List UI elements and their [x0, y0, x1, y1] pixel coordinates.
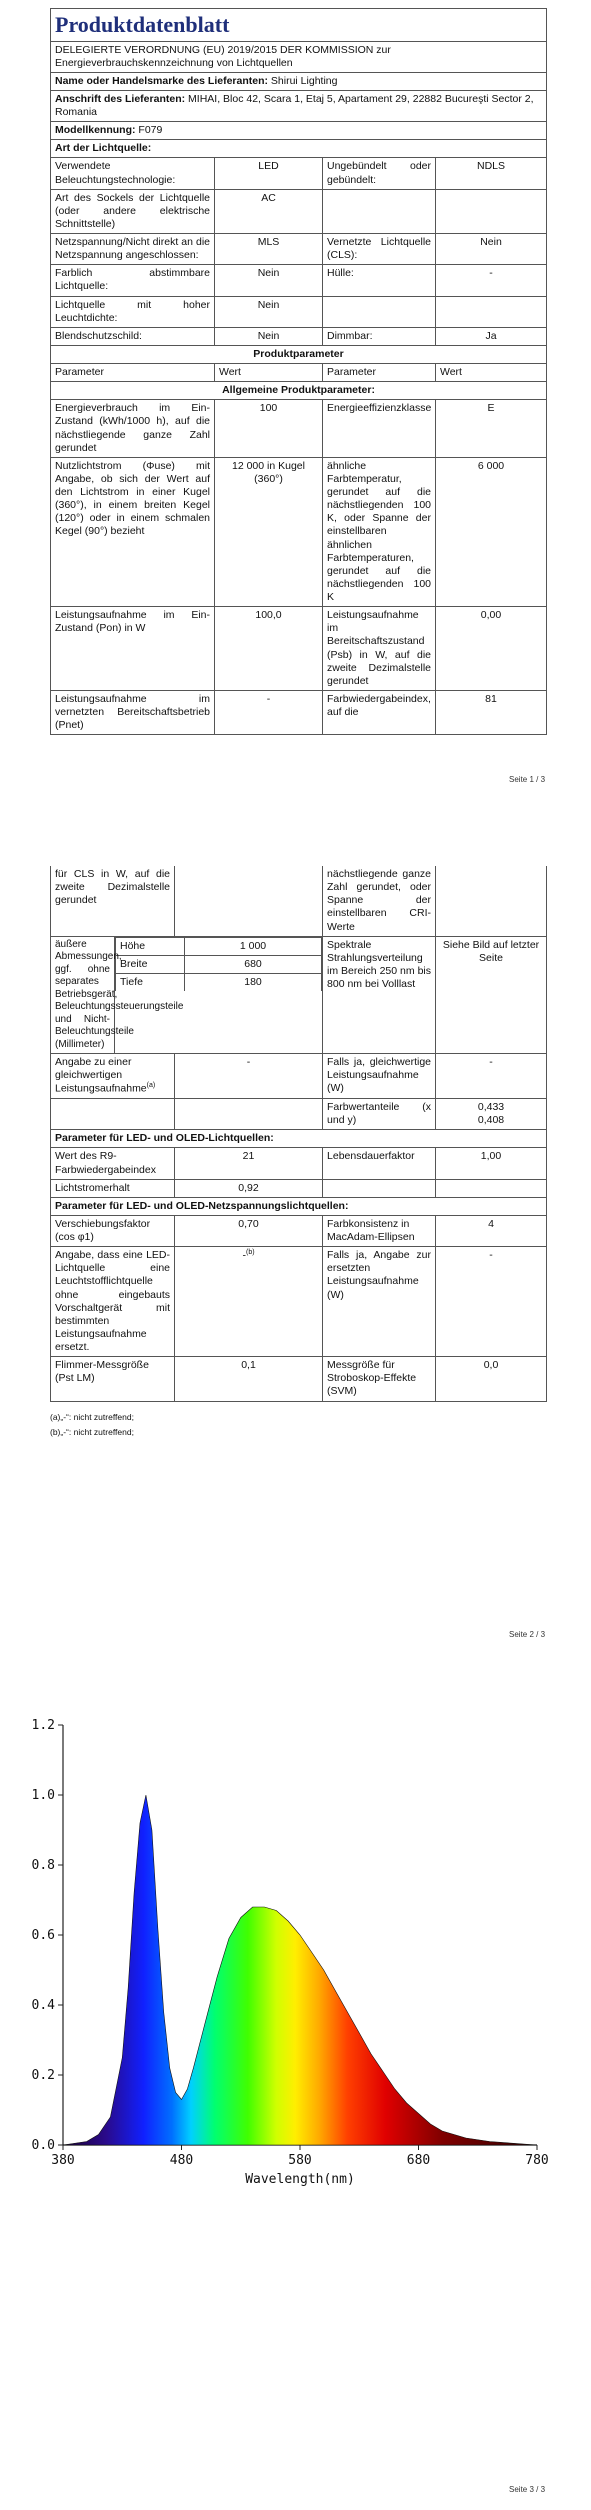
param-value: NDLS: [436, 158, 547, 189]
table-row: [51, 866, 547, 936]
table-row: [51, 327, 547, 345]
param-label: Spektrale Strahlungsverteilung im Bereich 250 nm bis 800 nm bei Volllast: [323, 936, 436, 1054]
dimension-row: [116, 955, 322, 973]
table-row: [51, 607, 547, 691]
chart-area-layer: [63, 1795, 537, 2145]
param-label: [323, 296, 436, 327]
claim-value: -: [242, 1249, 246, 1262]
equiv-label: Angabe zu einer gleichwertigen Leistungsaufnahme: [55, 1056, 147, 1095]
param-value: 4: [436, 1215, 547, 1246]
x-tick-label: 780: [525, 2153, 549, 2168]
page-3: [0, 1690, 591, 2510]
table-row: [51, 296, 547, 327]
param-label: Art des Sockels der Lichtquelle (oder andere elektrische Schnittstelle): [51, 189, 215, 233]
table-row: [51, 1215, 547, 1246]
param-label: Leistungsaufnahme im vernetzten Bereitschaftsbetrieb (Pnet): [51, 690, 215, 734]
param-value: E: [436, 400, 547, 458]
footnote-ref: (b): [245, 1249, 255, 1257]
dimensions-table: [115, 937, 322, 991]
table-row: [51, 1179, 547, 1197]
param-label: Messgröße für Stroboskop-Effekte (SVM): [323, 1357, 436, 1401]
dimension-row: [116, 937, 322, 955]
param-value: Siehe Bild auf letzter Seite: [436, 936, 547, 1054]
param-label: Lichtquelle mit hoher Leuchtdichte:: [51, 296, 215, 327]
footnote-ref: (a): [146, 1082, 156, 1090]
product-params-heading: Produktparameter: [51, 345, 547, 363]
param-label: Netzspannung/Nicht direkt an die Netzspannung angeschlossen:: [51, 234, 215, 265]
param-value: 1,00: [436, 1148, 547, 1179]
param-label: [323, 189, 436, 233]
supplier-name-label: Name oder Handelsmarke des Lieferanten:: [55, 74, 268, 87]
param-label: Blendschutzschild:: [51, 327, 215, 345]
column-header: Wert: [215, 364, 323, 382]
dimension-value: 680: [185, 955, 322, 973]
param-label: Flimmer-Messgröße (Pst LM): [51, 1357, 175, 1401]
datasheet-table-page2: [50, 866, 547, 1402]
param-value: [175, 1099, 323, 1130]
param-value: 0,1: [175, 1357, 323, 1401]
regulation-text: DELEGIERTE VERORDNUNG (EU) 2019/2015 DER KOMMISSION zur Energieverbrauchskennzeichnung von Lichtquellen: [51, 41, 547, 72]
param-value: 0,0: [436, 1357, 547, 1401]
param-label: Farblich abstimmbare Lichtquelle:: [51, 265, 215, 296]
x-tick-label: 580: [288, 2153, 312, 2168]
param-label: Angabe, dass eine LED-Lichtquelle eine Leuchtstofflichtquelle ohne eingebauts Vorschaltgerät mit bestimmten Leistungsaufnahme ersetzt.: [51, 1247, 175, 1357]
param-label: Dimmbar:: [323, 327, 436, 345]
param-value: [436, 1099, 547, 1130]
table-row: [51, 457, 547, 606]
y-tick-label: 0.6: [31, 1928, 55, 1943]
param-value: [436, 189, 547, 233]
table-row: [51, 1247, 547, 1357]
param-value: Nein: [215, 296, 323, 327]
param-value: LED: [215, 158, 323, 189]
param-label: Lebensdauerfaktor: [323, 1148, 436, 1179]
supplier-address: MIHAI, Bloc 42, Scara 1, Etaj 5, Apartament 29, 22882 Bucureşti Sector 2, Romania: [55, 92, 534, 118]
param-label: Verwendete Beleuchtungstechnologie:: [51, 158, 215, 189]
param-value: 21: [175, 1148, 323, 1179]
param-label: ähnliche Farbtemperatur, gerundet auf die nächstliegenden 100 K, oder Spanne der einstellbaren ähnlichen Farbtemperaturen, gerundet auf die nächstliegenden 100 K: [323, 457, 436, 606]
param-value: 6 000: [436, 457, 547, 606]
param-value: [436, 1179, 547, 1197]
param-label: Leistungsaufnahme im Bereitschaftszustand (Psb) in W, auf die zweite Dezimalstelle gerundet: [323, 607, 436, 691]
y-tick-label: 0.8: [31, 1858, 55, 1873]
param-label: Farbwiedergabeindex, auf die: [323, 690, 436, 734]
x-axis-label: Wavelength(nm): [245, 2172, 355, 2187]
x-tick-label: 380: [51, 2153, 75, 2168]
page-number-3: Seite 3 / 3: [509, 2485, 546, 2494]
param-label: nächstliegende ganze Zahl gerundet, oder Spanne der einstellbaren CRI-Werte: [323, 866, 436, 936]
param-label: Farbwertanteile (x und y): [323, 1099, 436, 1130]
param-label: Falls ja, gleichwertige Leistungsaufnahme (W): [323, 1054, 436, 1099]
param-value: 100: [215, 400, 323, 458]
param-value: [436, 296, 547, 327]
y-tick-label: 0.2: [31, 2068, 55, 2083]
param-label: Leistungsaufnahme im Ein-Zustand (Pon) in W: [51, 607, 215, 691]
dimension-row: [116, 973, 322, 991]
param-value: AC: [215, 189, 323, 233]
table-row: [51, 690, 547, 734]
param-value: 0,70: [175, 1215, 323, 1246]
table-row: [51, 400, 547, 458]
footnote-a: (a)„-“: nicht zutreffend;: [50, 1412, 134, 1422]
param-value: [175, 866, 323, 936]
dimension-value: 180: [185, 973, 322, 991]
param-value: [175, 1247, 323, 1357]
param-value: 0,00: [436, 607, 547, 691]
param-value: -: [436, 265, 547, 296]
mains-params-heading: Parameter für LED- und OLED-Netzspannungslichtquellen:: [51, 1197, 547, 1215]
param-value: MLS: [215, 234, 323, 265]
x-tick-label: 480: [169, 2153, 194, 2168]
light-source-type-heading: Art der Lichtquelle:: [51, 140, 547, 158]
param-label: Vernetzte Lichtquelle (CLS):: [323, 234, 436, 265]
table-row: [51, 1148, 547, 1179]
model-id: F079: [138, 124, 163, 137]
param-value: Nein: [215, 265, 323, 296]
param-value: 0,92: [175, 1179, 323, 1197]
param-label: Falls ja, Angabe zur ersetzten Leistungsaufnahme (W): [323, 1247, 436, 1357]
table-row: [51, 1054, 547, 1099]
table-row: [51, 158, 547, 189]
column-header: Wert: [436, 364, 547, 382]
param-value: [436, 866, 547, 936]
y-tick-label: 1.0: [31, 1788, 55, 1803]
model-row: [51, 122, 547, 140]
spectral-distribution-chart: [0, 1690, 591, 2210]
spectrum-area: [63, 1795, 537, 2145]
param-label: [51, 1054, 175, 1099]
param-label: Farbkonsistenz in MacAdam-Ellipsen: [323, 1215, 436, 1246]
supplier-address-label: Anschrift des Lieferanten:: [55, 92, 186, 105]
dimension-value: 1 000: [185, 937, 322, 955]
y-tick-label: 1.2: [31, 1718, 55, 1733]
dimensions-label: äußere Abmessungen, ggf. ohne separates Betriebsgerät, Beleuchtungssteuerungsteile und Nicht-Beleuchtungsteile (Millimeter): [51, 936, 115, 1054]
supplier-address-row: [51, 90, 547, 121]
column-header-row: [51, 364, 547, 382]
table-row: [51, 936, 547, 1054]
dimensions-cell: [115, 936, 323, 1054]
param-value: -: [215, 690, 323, 734]
param-label: für CLS in W, auf die zweite Dezimalstelle gerundet: [51, 866, 175, 936]
table-row: [51, 1099, 547, 1130]
dimension-name: Breite: [116, 955, 185, 973]
param-label: Wert des R9-Farbwiedergabeindex: [51, 1148, 175, 1179]
x-tick-label: 680: [406, 2153, 431, 2168]
column-header: Parameter: [51, 364, 215, 382]
dimension-name: Höhe: [116, 937, 185, 955]
param-label: [51, 1099, 175, 1130]
general-params-heading: Allgemeine Produktparameter:: [51, 382, 547, 400]
param-label: Verschiebungsfaktor (cos φ1): [51, 1215, 175, 1246]
page-number-1: Seite 1 / 3: [509, 775, 546, 784]
supplier-name: Shirui Lighting: [270, 74, 338, 87]
param-label: Nutzlichtstrom (Φuse) mit Angabe, ob sich der Wert auf den Lichtstrom in einer Kugel (360°), in einem breiten Kegel (120°) oder in einem schmalen Kegel (90°) bezieht: [51, 457, 215, 606]
table-row: [51, 1357, 547, 1401]
param-label: Hülle:: [323, 265, 436, 296]
supplier-name-row: [51, 72, 547, 90]
param-label: Energieverbrauch im Ein-Zustand (kWh/1000 h), auf die nächstliegende ganze Zahl gerundet: [51, 400, 215, 458]
param-label: [323, 1179, 436, 1197]
param-value: Nein: [215, 327, 323, 345]
model-label: Modellkennung:: [55, 124, 136, 137]
chroma-x: 0,433: [477, 1101, 505, 1113]
param-value: Nein: [436, 234, 547, 265]
param-value: -: [436, 1247, 547, 1357]
param-value: Ja: [436, 327, 547, 345]
table-row: [51, 265, 547, 296]
page-number-2: Seite 2 / 3: [509, 1630, 546, 1639]
param-label: Ungebündelt oder gebündelt:: [323, 158, 436, 189]
y-tick-label: 0.4: [31, 1998, 55, 2013]
datasheet-table-page1: [50, 8, 547, 735]
param-value: 12 000 in Kugel (360°): [215, 457, 323, 606]
param-value: 100,0: [215, 607, 323, 691]
table-row: [51, 234, 547, 265]
param-label: Energieeffizienzklasse: [323, 400, 436, 458]
led-params-heading: Parameter für LED- und OLED-Lichtquellen:: [51, 1130, 547, 1148]
page-2: [0, 860, 591, 1660]
footnote-b: (b)„-“: nicht zutreffend;: [50, 1427, 134, 1437]
document-title: Produktdatenblatt: [51, 9, 547, 42]
param-value: -: [436, 1054, 547, 1099]
chroma-y: 0,408: [477, 1114, 505, 1127]
table-row: [51, 189, 547, 233]
param-label: Lichtstromerhalt: [51, 1179, 175, 1197]
page-1: [0, 0, 591, 800]
y-tick-label: 0.0: [31, 2138, 55, 2153]
param-value: -: [175, 1054, 323, 1099]
column-header: Parameter: [323, 364, 436, 382]
dimension-name: Tiefe: [116, 973, 185, 991]
param-value: 81: [436, 690, 547, 734]
